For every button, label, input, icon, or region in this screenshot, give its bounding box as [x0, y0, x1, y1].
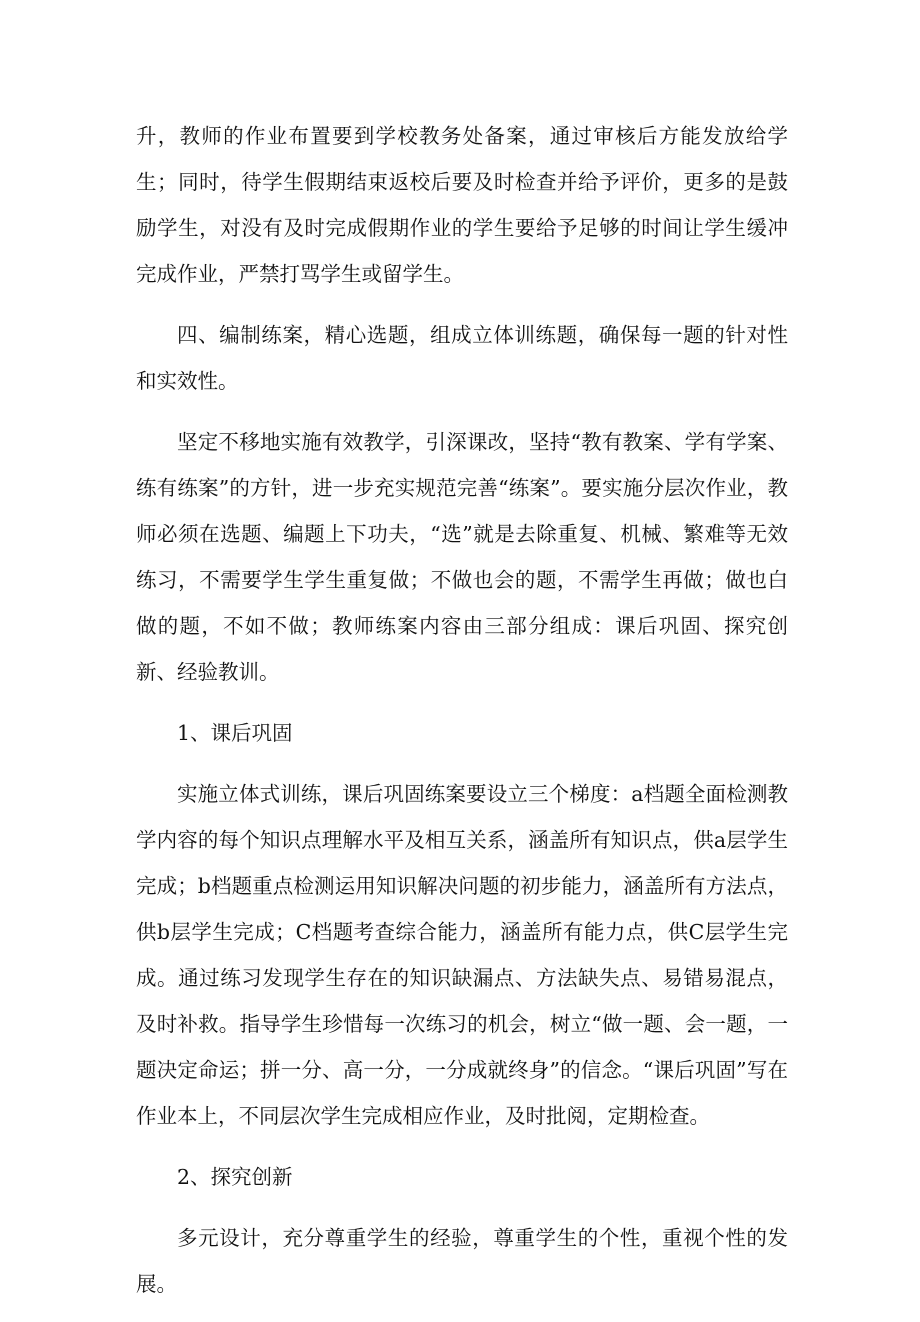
paragraph-continuation: 升，教师的作业布置要到学校教务处备案，通过审核后方能发放给学生；同时，待学生假期结束返校后要及时检查并给予评价，更多的是鼓励学生，对没有及时完成假期作业的学生要给予足够的时间让学生缓冲完成作业，严禁打骂学生或留学生。	[136, 124, 788, 286]
subheading-consolidation: 1、课后巩固	[177, 721, 293, 745]
paragraph-diverse-design: 多元设计，充分尊重学生的经验，尊重学生的个性，重视个性的发展。	[136, 1226, 788, 1296]
paragraph-tiered-training: 实施立体式训练，课后巩固练案要设立三个梯度：a档题全面检测教学内容的每个知识点理解水平及相互关系，涵盖所有知识点，供a层学生完成；b档题重点检测运用知识解决问题的初步能力，涵盖所有方法点，供b层学生完成；C档题考查综合能力，涵盖所有能力点，供C层学生完成。通过练习发现学生存在的知识缺漏点、方法缺失点、易错易混点，及时补救。指导学生珍惜每一次练习的机会，树立“做一题、会一题，一题决定命运；拼一分、高一分，一分成就终身”的信念。“课后巩固”写在作业本上，不同层次学生完成相应作业，及时批阅，定期检查。	[136, 782, 788, 1128]
document-body	[136, 113, 788, 1322]
subheading-innovation: 2、探究创新	[177, 1165, 293, 1189]
section-heading-four: 四、编制练案，精心选题，组成立体训练题，确保每一题的针对性和实效性。	[136, 323, 788, 393]
paragraph-effective-teaching: 坚定不移地实施有效教学，引深课改，坚持“教有教案、学有学案、练有练案”的方针，进一步充实规范完善“练案”。要实施分层次作业，教师必须在选题、编题上下功夫，“选”就是去除重复、机械、繁难等无效练习，不需要学生学生重复做；不做也会的题，不需学生再做；做也白做的题，不如不做；教师练案内容由三部分组成：课后巩固、探究创新、经验教训。	[136, 430, 788, 684]
